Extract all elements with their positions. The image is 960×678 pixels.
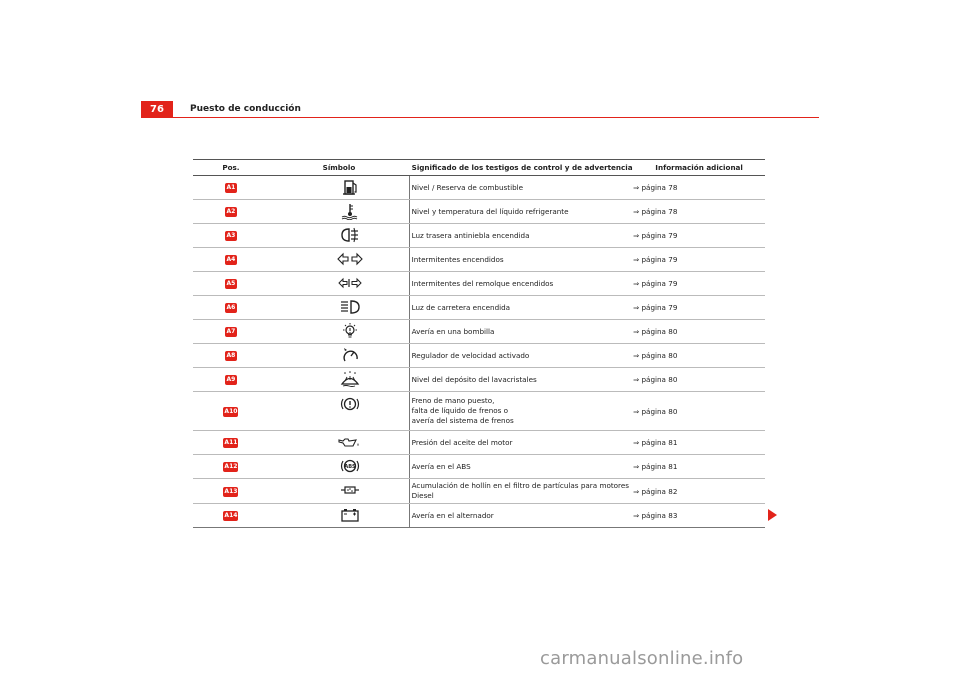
position-badge: A1 [226,184,236,191]
position-badge: A7 [226,328,236,335]
chapter-title: Puesto de conducción [190,104,301,114]
svg-text:ABS: ABS [344,463,356,470]
row-meaning: Nivel / Reserva de combustible [409,176,633,200]
table-row [193,455,765,479]
table-row [193,248,765,272]
row-meaning: Avería en el alternador [409,504,633,528]
table-row [193,504,765,528]
row-meaning: Avería en el ABS [409,455,633,479]
row-page-reference: ⇒ página 83 [633,504,765,528]
row-page-reference: ⇒ página 82 [633,479,765,504]
row-page-reference: ⇒ página 81 [633,431,765,455]
position-badge: A4 [226,256,236,263]
row-page-reference: ⇒ página 81 [633,455,765,479]
position-badge: A9 [226,376,236,383]
page-number-tab [141,101,173,118]
position-badge: A13 [224,487,238,495]
warning-lights-table [193,159,765,528]
row-page-reference: ⇒ página 80 [633,368,765,392]
row-meaning-line: Diesel [411,491,434,500]
row-meaning-line: Acumulación de hollín en el filtro de partículas para motores [411,481,630,490]
abs-icon [337,457,363,475]
row-meaning: Regulador de velocidad activado [409,344,633,368]
table-row [193,272,765,296]
bulb-failure-icon [337,322,363,340]
watermark: carmanualsonline.info [540,648,744,669]
row-page-reference: ⇒ página 78 [633,200,765,224]
oil-pressure-icon [337,433,363,451]
coolant-temperature-icon [337,202,363,220]
table-row [193,320,765,344]
row-meaning: Nivel y temperatura del líquido refrigerante [409,200,633,224]
washer-fluid-icon [337,370,363,388]
position-badge: A10 [224,407,238,415]
position-badge: A12 [224,463,238,470]
fuel-pump-icon [337,178,363,196]
high-beam-icon [337,298,363,316]
row-page-reference: ⇒ página 80 [633,344,765,368]
row-page-reference: ⇒ página 79 [633,296,765,320]
table-row [193,344,765,368]
brake-warning-icon [337,395,363,413]
row-meaning: Intermitentes del remolque encendidos [409,272,633,296]
table-row [193,224,765,248]
next-page-arrow-icon[interactable] [768,509,777,521]
row-meaning-line: Freno de mano puesto, [411,396,495,405]
row-page-reference: ⇒ página 80 [633,320,765,344]
position-badge: A5 [226,280,236,287]
rear-fog-light-icon [337,226,363,244]
row-page-reference: ⇒ página 78 [633,176,765,200]
row-page-reference: ⇒ página 79 [633,248,765,272]
row-meaning-line: falta de líquido de frenos o [411,406,509,415]
table-row [193,296,765,320]
position-badge: A3 [226,232,236,239]
row-meaning: Luz de carretera encendida [409,296,633,320]
particulate-filter-icon [337,481,363,499]
column-header-symbol: Símbolo [269,160,409,176]
turn-signals-icon [337,250,363,268]
position-badge: A2 [226,208,236,215]
row-meaning: Presión del aceite del motor [409,431,633,455]
table-row [193,392,765,431]
column-header-meaning: Significado de los testigos de control y de advertencia [409,160,633,176]
table-header-row [193,160,765,176]
cruise-control-icon [337,346,363,364]
row-meaning-line: avería del sistema de frenos [411,416,514,425]
position-badge: A8 [226,352,236,359]
table-row [193,431,765,455]
position-badge: A6 [226,304,236,311]
table-row [193,368,765,392]
row-page-reference: ⇒ página 80 [633,392,765,431]
table-row [193,176,765,200]
row-page-reference: ⇒ página 79 [633,224,765,248]
header-divider [173,117,819,118]
column-header-info: Información adicional [633,160,765,176]
battery-icon [337,506,363,524]
row-meaning: Luz trasera antiniebla encendida [409,224,633,248]
row-meaning: Avería en una bombilla [409,320,633,344]
row-page-reference: ⇒ página 79 [633,272,765,296]
position-badge: A14 [224,512,238,519]
page-number: 76 [150,104,164,115]
table-row [193,200,765,224]
table-row [193,479,765,504]
row-meaning: Intermitentes encendidos [409,248,633,272]
row-meaning: Nivel del depósito del lavacristales [409,368,633,392]
position-badge: A11 [224,439,238,446]
column-header-pos: Pos. [193,160,269,176]
trailer-turn-signals-icon [337,274,363,292]
